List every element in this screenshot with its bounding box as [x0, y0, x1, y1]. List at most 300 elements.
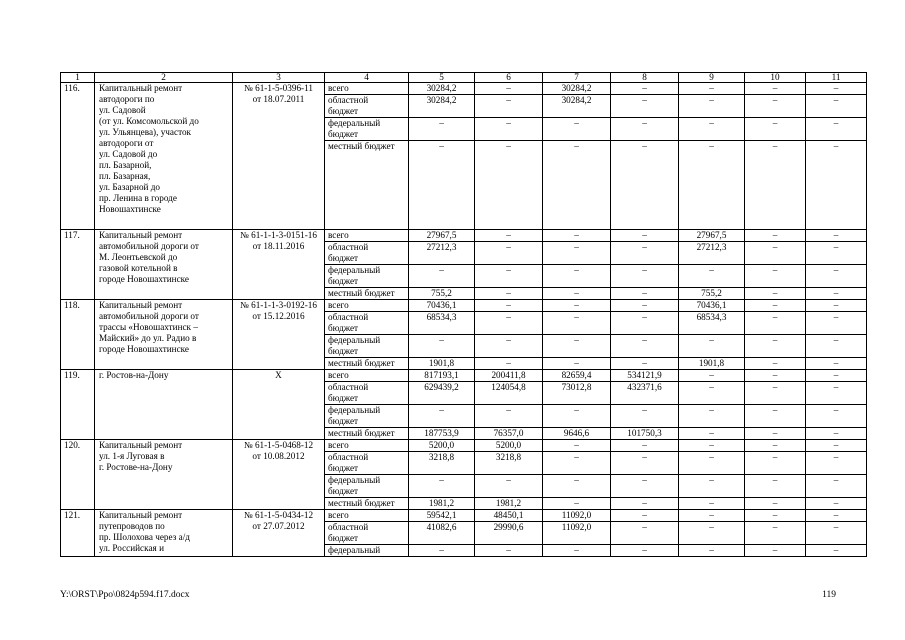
amount-cell: – [745, 545, 806, 557]
text-line: пл. Базарная, [99, 171, 151, 181]
amount-cell: 101750,3 [611, 428, 679, 440]
text-line: бюджет [328, 533, 359, 543]
amount-cell: – [475, 83, 543, 95]
amount-cell: – [475, 141, 543, 230]
text-line: пр. Шолохова через а/д [99, 532, 190, 542]
row-number: 119. [61, 370, 95, 440]
amount-cell: – [543, 141, 611, 230]
amount-cell: – [475, 118, 543, 141]
amount-cell: – [409, 405, 475, 428]
amount-cell: 70436,1 [409, 300, 475, 312]
amount-cell: – [679, 440, 745, 452]
column-header: 4 [325, 73, 409, 83]
amount-cell: – [745, 358, 806, 370]
amount-cell: 27967,5 [679, 230, 745, 242]
expertise-document [233, 370, 325, 440]
text-line: бюджет [328, 253, 359, 263]
object-name [95, 300, 233, 370]
amount-cell: – [475, 288, 543, 300]
text-line: ул. 1-я Луговая в [99, 451, 165, 461]
amount-cell: – [806, 300, 867, 312]
amount-cell: – [806, 522, 867, 545]
text-line: бюджет [328, 393, 359, 403]
amount-cell: – [475, 230, 543, 242]
table-row [61, 510, 867, 522]
amount-cell: – [806, 230, 867, 242]
amount-cell: – [745, 335, 806, 358]
text-line: всего [328, 370, 349, 380]
text-line: местный бюджет [328, 358, 395, 368]
amount-cell: – [611, 95, 679, 118]
column-header: 2 [95, 73, 233, 83]
text-line: федеральный [328, 265, 381, 275]
text-line: № 61-1-5-0396-11 [244, 83, 313, 93]
amount-cell: 755,2 [679, 288, 745, 300]
text-line: бюджет [328, 129, 359, 139]
amount-cell: – [475, 405, 543, 428]
text-line: Капитальный ремонт [99, 440, 183, 450]
amount-cell: – [679, 545, 745, 557]
amount-cell: – [611, 118, 679, 141]
text-line: федеральный [328, 335, 381, 345]
funding-source [325, 452, 409, 475]
funding-source [325, 335, 409, 358]
amount-cell: – [806, 335, 867, 358]
text-line: федеральный [328, 475, 381, 485]
text-line: № 61-1-1-3-0192-16 [240, 300, 317, 310]
amount-cell: – [745, 312, 806, 335]
amount-cell: – [806, 265, 867, 288]
amount-cell: – [679, 510, 745, 522]
text-line: автодороги по [99, 94, 155, 104]
column-header: 1 [61, 73, 95, 83]
table-row [61, 83, 867, 95]
amount-cell: 82659,4 [543, 370, 611, 382]
budget-table-page [60, 72, 841, 557]
amount-cell: 200411,8 [475, 370, 543, 382]
column-header: 7 [543, 73, 611, 83]
amount-cell: – [679, 95, 745, 118]
text-line: № 61-1-5-0468-12 [243, 440, 314, 450]
funding-source [325, 141, 409, 230]
amount-cell: 5200,0 [409, 440, 475, 452]
amount-cell: – [806, 475, 867, 498]
amount-cell: – [745, 141, 806, 230]
text-line: ул. Ульянцева), участок [99, 127, 192, 137]
row-number: 120. [61, 440, 95, 510]
funding-source [325, 300, 409, 312]
text-line: № 61-1-1-3-0151-16 [240, 230, 317, 240]
amount-cell: – [679, 428, 745, 440]
funding-source [325, 358, 409, 370]
amount-cell: 59542,1 [409, 510, 475, 522]
spacer [328, 163, 405, 174]
amount-cell: – [806, 242, 867, 265]
expertise-document [233, 510, 325, 557]
amount-cell: – [611, 242, 679, 265]
amount-cell: – [409, 545, 475, 557]
text-line: областной [328, 312, 369, 322]
amount-cell: 68534,3 [679, 312, 745, 335]
amount-cell: – [543, 312, 611, 335]
text-line: Капитальный ремонт [99, 300, 183, 310]
funding-source [325, 382, 409, 405]
spacer [328, 174, 405, 185]
expertise-document [233, 230, 325, 300]
column-header: 6 [475, 73, 543, 83]
text-line: всего [328, 510, 349, 520]
amount-cell: – [409, 141, 475, 230]
text-line: пр. Ленина в городе [99, 193, 177, 203]
amount-cell: – [611, 522, 679, 545]
amount-cell: 68534,3 [409, 312, 475, 335]
amount-cell: – [611, 475, 679, 498]
amount-cell: – [806, 312, 867, 335]
text-line: от 18.11.2016 [252, 241, 305, 251]
funding-source [325, 265, 409, 288]
text-line: областной [328, 522, 369, 532]
amount-cell: – [745, 95, 806, 118]
text-line: от 10.08.2012 [252, 451, 305, 461]
amount-cell: – [679, 265, 745, 288]
text-line: № 61-1-5-0434-12 [243, 510, 314, 520]
amount-cell: – [611, 230, 679, 242]
amount-cell: 48450,1 [475, 510, 543, 522]
text-line: местный бюджет [328, 498, 395, 508]
amount-cell: 1901,8 [409, 358, 475, 370]
text-line: Майский» до ул. Радио в [99, 333, 197, 343]
text-line: газовой котельной в [99, 263, 178, 273]
funding-source [325, 510, 409, 522]
amount-cell: – [806, 405, 867, 428]
column-header: 11 [806, 73, 867, 83]
text-line: федеральный [328, 545, 381, 555]
amount-cell: – [611, 141, 679, 230]
funding-source [325, 522, 409, 545]
amount-cell: – [543, 358, 611, 370]
funding-source [325, 428, 409, 440]
text-line: ул. Базарной до [99, 182, 161, 192]
funding-source [325, 95, 409, 118]
amount-cell: – [745, 440, 806, 452]
amount-cell: 124054,8 [475, 382, 543, 405]
amount-cell: 817193,1 [409, 370, 475, 382]
table-row [61, 370, 867, 382]
text-line: бюджет [328, 106, 359, 116]
amount-cell: – [806, 358, 867, 370]
amount-cell: 629439,2 [409, 382, 475, 405]
amount-cell: 30284,2 [409, 83, 475, 95]
funding-source [325, 312, 409, 335]
text-line: от 27.07.2012 [252, 521, 305, 531]
amount-cell: 27967,5 [409, 230, 475, 242]
amount-cell: – [745, 382, 806, 405]
amount-cell: – [679, 452, 745, 475]
text-line: всего [328, 230, 349, 240]
text-line: автодороги от [99, 138, 154, 148]
funding-source [325, 83, 409, 95]
amount-cell: – [679, 382, 745, 405]
text-line: ул. Садовой до [99, 149, 158, 159]
funding-source [325, 242, 409, 265]
column-header: 3 [233, 73, 325, 83]
amount-cell: – [543, 475, 611, 498]
column-header: 8 [611, 73, 679, 83]
amount-cell: 187753,9 [409, 428, 475, 440]
text-line: от 18.07.2011 [252, 94, 305, 104]
expertise-document [233, 83, 325, 230]
amount-cell: – [543, 440, 611, 452]
amount-cell: – [611, 405, 679, 428]
amount-cell: 5200,0 [475, 440, 543, 452]
amount-cell: – [806, 452, 867, 475]
row-number: 118. [61, 300, 95, 370]
text-line: ул. Российская и [99, 543, 164, 553]
column-header: 10 [745, 73, 806, 83]
amount-cell: – [806, 95, 867, 118]
text-line: местный бюджет [328, 428, 395, 438]
text-line: ул. Садовой [99, 105, 146, 115]
amount-cell: – [543, 242, 611, 265]
text-line: всего [328, 300, 349, 310]
amount-cell: – [745, 118, 806, 141]
amount-cell: – [543, 545, 611, 557]
amount-cell: – [679, 405, 745, 428]
amount-cell: 76357,0 [475, 428, 543, 440]
amount-cell: 432371,6 [611, 382, 679, 405]
funding-source [325, 498, 409, 510]
amount-cell: 30284,2 [409, 95, 475, 118]
amount-cell: – [475, 312, 543, 335]
amount-cell: – [409, 265, 475, 288]
page-number: 119 [822, 590, 836, 600]
amount-cell: – [745, 498, 806, 510]
column-header: 9 [679, 73, 745, 83]
funding-source [325, 475, 409, 498]
table-row [61, 230, 867, 242]
amount-cell: – [543, 288, 611, 300]
row-number: 116. [61, 83, 95, 230]
amount-cell: – [745, 370, 806, 382]
amount-cell: – [679, 83, 745, 95]
amount-cell: – [679, 141, 745, 230]
amount-cell: – [543, 300, 611, 312]
amount-cell: – [745, 300, 806, 312]
amount-cell: – [806, 141, 867, 230]
expertise-document [233, 300, 325, 370]
text-line: г. Ростов-на-Дону [99, 370, 169, 380]
amount-cell: – [679, 475, 745, 498]
text-line: бюджет [328, 276, 359, 286]
text-line: областной [328, 382, 369, 392]
amount-cell: 9646,6 [543, 428, 611, 440]
table-row [61, 300, 867, 312]
spacer [328, 196, 405, 207]
text-line: (от ул. Комсомольской до [99, 116, 199, 126]
funding-source [325, 440, 409, 452]
amount-cell: – [611, 358, 679, 370]
amount-cell: – [745, 242, 806, 265]
text-line: бюджет [328, 346, 359, 356]
text-line: г. Ростове-на-Дону [99, 462, 173, 472]
amount-cell: 27212,3 [679, 242, 745, 265]
amount-cell: – [611, 440, 679, 452]
amount-cell: – [745, 230, 806, 242]
text-line: всего [328, 83, 349, 93]
amount-cell: – [745, 83, 806, 95]
row-number: 117. [61, 230, 95, 300]
table-row [61, 440, 867, 452]
document-path: Y:\ORST\Ppo\0824p594.f17.docx [60, 590, 190, 600]
text-line: бюджет [328, 486, 359, 496]
amount-cell: 1981,2 [475, 498, 543, 510]
text-line: пл. Базарной, [99, 160, 152, 170]
amount-cell: – [543, 265, 611, 288]
amount-cell: – [745, 452, 806, 475]
amount-cell: – [806, 83, 867, 95]
amount-cell: 534121,9 [611, 370, 679, 382]
text-line: федеральный [328, 405, 381, 415]
amount-cell: 30284,2 [543, 83, 611, 95]
spacer [328, 152, 405, 163]
text-line: трассы «Новошахтинск – [99, 322, 198, 332]
funding-source [325, 405, 409, 428]
amount-cell: – [475, 95, 543, 118]
text-line: бюджет [328, 323, 359, 333]
amount-cell: 27212,3 [409, 242, 475, 265]
amount-cell: – [745, 405, 806, 428]
amount-cell: – [806, 510, 867, 522]
text-line: путепроводов по [99, 521, 165, 531]
funding-source [325, 118, 409, 141]
amount-cell: 30284,2 [543, 95, 611, 118]
amount-cell: – [806, 498, 867, 510]
amount-cell: 1901,8 [679, 358, 745, 370]
text-line: бюджет [328, 416, 359, 426]
text-line: автомобильной дороги от [99, 311, 199, 321]
amount-cell: – [611, 498, 679, 510]
amount-cell: – [611, 335, 679, 358]
amount-cell: – [806, 428, 867, 440]
amount-cell: – [475, 358, 543, 370]
amount-cell: – [806, 545, 867, 557]
amount-cell: – [611, 83, 679, 95]
amount-cell: – [543, 405, 611, 428]
object-name [95, 83, 233, 230]
spacer [328, 207, 405, 218]
amount-cell: 29990,6 [475, 522, 543, 545]
text-line: Новошахтинске [99, 204, 161, 214]
amount-cell: – [409, 475, 475, 498]
text-line: местный бюджет [328, 288, 395, 298]
text-line: М. Леонтьевской до [99, 252, 178, 262]
amount-cell: – [745, 265, 806, 288]
text-line: городе Новошахтинске [99, 344, 189, 354]
amount-cell: – [409, 335, 475, 358]
text-line: Капитальный ремонт [99, 83, 183, 93]
amount-cell: – [475, 265, 543, 288]
amount-cell: – [475, 300, 543, 312]
amount-cell: 3218,8 [409, 452, 475, 475]
object-name [95, 510, 233, 557]
amount-cell: – [611, 510, 679, 522]
text-line: автомобильной дороги от [99, 241, 199, 251]
amount-cell: – [543, 498, 611, 510]
amount-cell: – [806, 440, 867, 452]
amount-cell: – [611, 288, 679, 300]
amount-cell: – [806, 118, 867, 141]
spacer [328, 185, 405, 196]
amount-cell: 11092,0 [543, 522, 611, 545]
text-line: городе Новошахтинске [99, 274, 189, 284]
amount-cell: – [611, 545, 679, 557]
amount-cell: – [475, 335, 543, 358]
row-number: 121. [61, 510, 95, 557]
text-line: областной [328, 452, 369, 462]
amount-cell: – [543, 118, 611, 141]
amount-cell: – [745, 510, 806, 522]
amount-cell: – [475, 545, 543, 557]
budget-table [60, 72, 867, 557]
amount-cell: – [611, 265, 679, 288]
amount-cell: – [475, 242, 543, 265]
text-line: от 15.12.2016 [252, 311, 305, 321]
amount-cell: 755,2 [409, 288, 475, 300]
amount-cell: – [745, 288, 806, 300]
amount-cell: – [409, 118, 475, 141]
amount-cell: – [806, 370, 867, 382]
text-line: всего [328, 440, 349, 450]
amount-cell: – [806, 382, 867, 405]
amount-cell: 3218,8 [475, 452, 543, 475]
amount-cell: – [679, 118, 745, 141]
amount-cell: – [745, 428, 806, 440]
text-line: местный бюджет [328, 141, 395, 151]
amount-cell: – [475, 475, 543, 498]
text-line: Капитальный ремонт [99, 510, 183, 520]
text-line: Капитальный ремонт [99, 230, 183, 240]
amount-cell: – [679, 335, 745, 358]
text-line: областной [328, 95, 369, 105]
amount-cell: – [611, 300, 679, 312]
column-header: 5 [409, 73, 475, 83]
table-body [61, 83, 867, 557]
spacer [328, 218, 405, 229]
expertise-document [233, 440, 325, 510]
amount-cell: – [679, 370, 745, 382]
funding-source [325, 370, 409, 382]
funding-source [325, 230, 409, 242]
text-line: областной [328, 242, 369, 252]
object-name [95, 440, 233, 510]
amount-cell: – [745, 475, 806, 498]
amount-cell: – [543, 452, 611, 475]
text-line: бюджет [328, 463, 359, 473]
object-name [95, 370, 233, 440]
text-line: X [275, 370, 282, 380]
amount-cell: – [611, 312, 679, 335]
object-name [95, 230, 233, 300]
amount-cell: 73012,8 [543, 382, 611, 405]
amount-cell: – [806, 288, 867, 300]
amount-cell: – [679, 522, 745, 545]
amount-cell: – [543, 335, 611, 358]
amount-cell: – [679, 498, 745, 510]
amount-cell: 1981,2 [409, 498, 475, 510]
amount-cell: – [745, 522, 806, 545]
funding-source [325, 288, 409, 300]
amount-cell: 70436,1 [679, 300, 745, 312]
